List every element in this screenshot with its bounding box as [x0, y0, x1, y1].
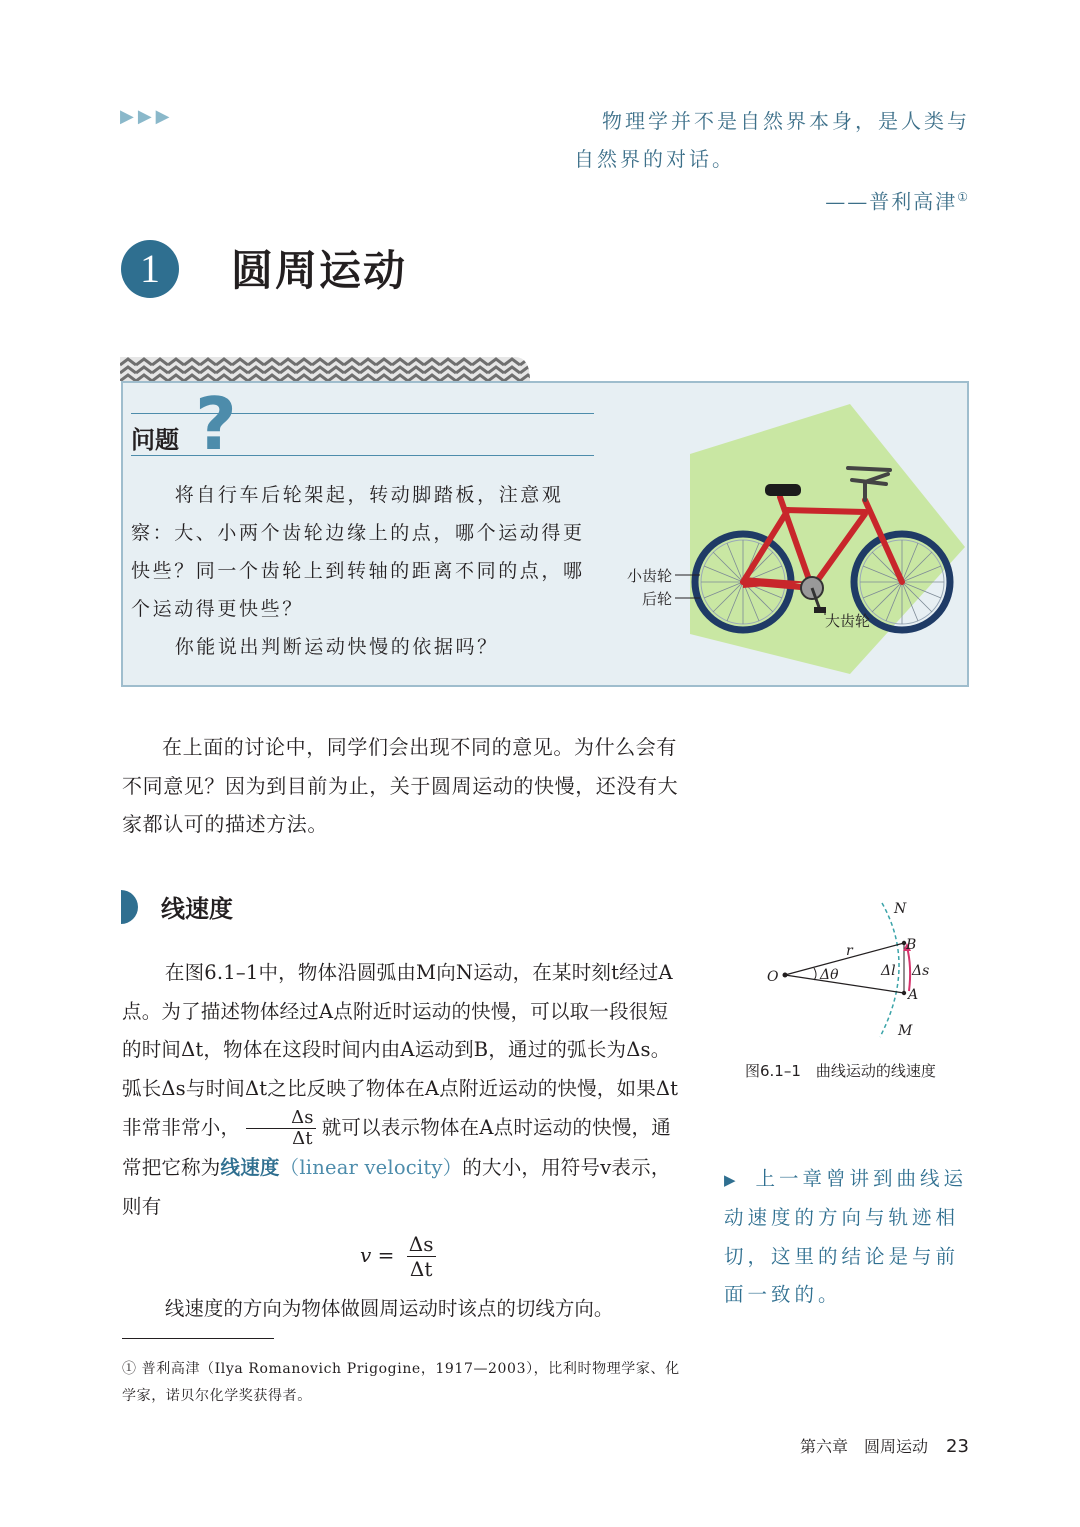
label-M: M: [898, 1023, 913, 1039]
label-big-gear: 大齿轮: [825, 612, 871, 630]
question-paragraph-1: 将自行车后轮架起，转动脚踏板，注意观察：大、小两个齿轮边缘上的点，哪个运动得更快些？同一个齿轮上到转轴的距离不同的点，哪个运动得更快些？: [131, 484, 585, 620]
fraction-inline: [246, 1108, 316, 1149]
question-text: [131, 476, 601, 666]
label-O: O: [767, 969, 779, 985]
figure-caption: 图6.1–1 曲线运动的线速度: [745, 1062, 936, 1080]
paragraph-part-3: 的大小，用符号v表示，则有: [122, 1156, 671, 1218]
label-rear-wheel: 后轮: [642, 590, 673, 608]
velocity-formula: [360, 1232, 560, 1281]
label-A: A: [908, 987, 919, 1003]
footer-chapter: 第六章 圆周运动: [800, 1437, 929, 1456]
label-r: r: [846, 943, 853, 959]
section-title: 圆周运动: [231, 246, 408, 295]
label-dl: Δl: [881, 963, 896, 979]
triangle-marker-icon: ▶: [724, 1171, 740, 1189]
fraction-denominator: Δt: [292, 1128, 313, 1150]
label-N: N: [894, 901, 907, 917]
fraction-numerator: Δs: [246, 1108, 316, 1129]
bicycle-seat: [765, 484, 801, 496]
formula-numerator: Δs: [408, 1232, 434, 1256]
label-small-gear: 小齿轮: [627, 567, 673, 585]
intro-paragraph-text: 在上面的讨论中，同学们会出现不同的意见。为什么会有不同意见？因为到目前为止，关于圆周运动的快慢，还没有大家都认可的描述方法。: [122, 735, 679, 836]
label-B: B: [906, 937, 917, 953]
figure-curve-velocity: [752, 895, 962, 1045]
zigzag-band: [120, 357, 530, 381]
bicycle-illustration: [620, 402, 965, 677]
label-ds: Δs: [912, 963, 930, 979]
quote-author-name: ——普利高津: [825, 189, 958, 214]
paragraph-part-2: 就可以表示物体在A点时运动的快慢，通常把它称为: [122, 1116, 671, 1180]
question-mark-icon: ?: [195, 382, 237, 466]
page-number: 23: [946, 1436, 969, 1457]
term-english: （linear velocity）: [279, 1156, 463, 1180]
header-arrows: ▶▶▶: [120, 106, 174, 127]
formula-lhs: v =: [360, 1243, 395, 1267]
side-note-text: 上一章曾讲到曲线运动速度的方向与轨迹相切，这里的结论是与前面一致的。: [724, 1167, 968, 1306]
page-footer: [800, 1434, 969, 1457]
footnote-mark: ①: [957, 190, 970, 204]
footnote-divider: [122, 1338, 274, 1339]
formula-fraction: [407, 1232, 436, 1281]
footnote: ① 普利高津（Ilya Romanovich Prigogine，1917—2003），比利时物理学家、化学家，诺贝尔化学奖获得者。: [122, 1361, 680, 1404]
epigraph-quote: [570, 102, 970, 221]
section-number-badge: 1: [121, 240, 179, 298]
half-circle-marker-icon: [121, 890, 139, 924]
formula-denominator: Δt: [409, 1257, 433, 1281]
direction-sentence: 线速度的方向为物体做圆周运动时该点的切线方向。: [164, 1297, 614, 1320]
quote-author: [570, 178, 970, 221]
question-paragraph-2: 你能说出判断运动快慢的依据吗？: [174, 636, 499, 658]
label-dtheta: Δθ: [820, 967, 839, 983]
paragraph-part-1: 在图6.1–1中，物体沿圆弧由M向N运动，在某时刻t经过A点。为了描述物体经过A点附近时运动的快慢，可以取一段很短的时间Δt，物体在这段时间内由A运动到B，通过的弧长为Δs。弧长Δs与时间Δt之比反映了物体在A点附近运动的快慢，如果Δt非常非常小，: [122, 961, 679, 1140]
quote-line-1: 物理学并不是自然界本身，是人类与: [602, 109, 970, 133]
term-linear-velocity: 线速度: [220, 1156, 280, 1180]
side-note: [724, 1160, 974, 1314]
intro-paragraph: [122, 728, 682, 844]
question-heading: 问题: [131, 426, 179, 454]
subsection-title: 线速度: [161, 895, 233, 923]
quote-line-2: 自然界的对话。: [574, 147, 735, 171]
linear-velocity-paragraph: [122, 954, 682, 1227]
